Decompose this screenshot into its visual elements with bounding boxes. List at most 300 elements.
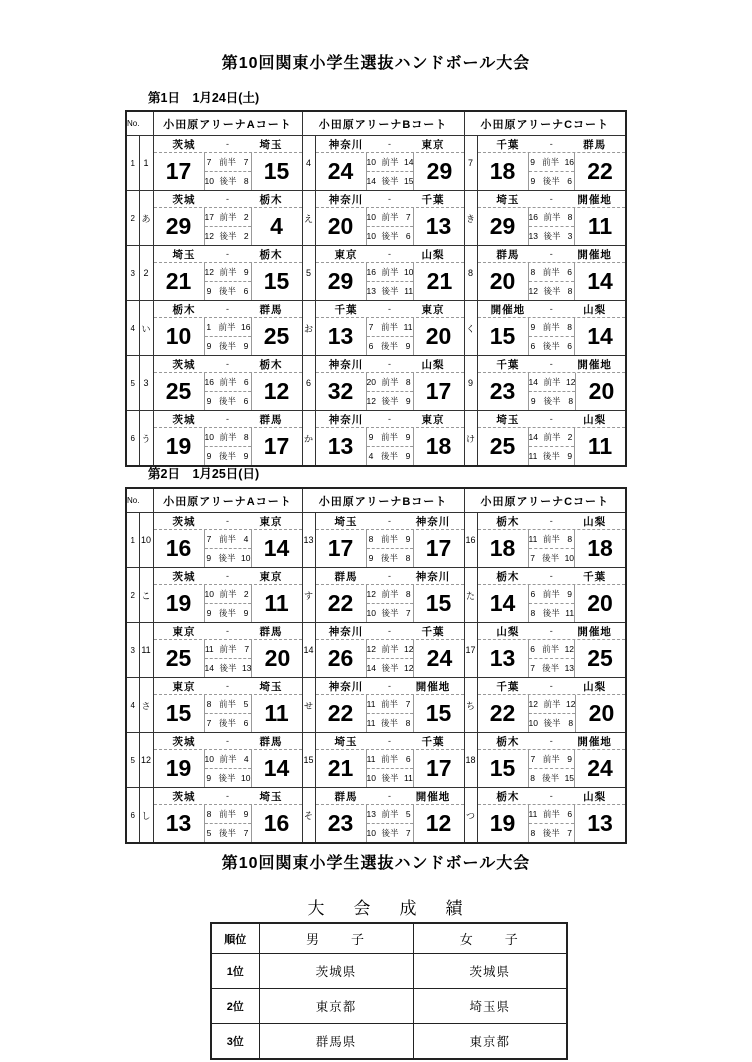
match-id: け [464, 411, 477, 467]
match-id: 14 [302, 623, 315, 678]
match-body [316, 750, 464, 787]
half-score-right: 12 [403, 643, 414, 654]
half-label: 後半 [542, 827, 560, 838]
half-label: 後半 [542, 175, 560, 186]
team2-score: 17 [425, 378, 452, 404]
match-teams [154, 513, 302, 530]
team2-name: 群馬 [259, 625, 283, 638]
team2-score: 11 [264, 700, 289, 726]
half-label: 後半 [219, 230, 237, 241]
half-score-right: 9 [405, 431, 411, 442]
half1-row [529, 373, 576, 392]
team1-score: 18 [489, 158, 516, 184]
vs-dash: - [388, 359, 392, 369]
vs-dash: - [388, 736, 392, 746]
half-score-left: 14 [528, 431, 538, 442]
half-label: 後半 [381, 230, 399, 241]
half-score-left: 10 [366, 211, 376, 222]
half-score-right: 2 [243, 588, 249, 599]
half-label: 後半 [381, 827, 399, 838]
half-score-right: 8 [567, 211, 573, 222]
half-score-right: 8 [405, 717, 411, 728]
match-body [154, 750, 302, 787]
team1-name: 山梨 [496, 625, 520, 638]
half-score-left: 17 [204, 211, 214, 222]
match-id: さ [139, 678, 153, 733]
team2-score: 20 [425, 323, 452, 349]
half1-row [367, 640, 414, 659]
half1-row [205, 695, 251, 714]
half-label: 後半 [219, 175, 237, 186]
day1-date-label: 第1日 1月24日(土) [148, 91, 260, 105]
half-score-right: 7 [243, 156, 249, 167]
match-row [126, 733, 626, 788]
match-body [478, 640, 626, 677]
match [316, 301, 464, 355]
vs-dash: - [549, 571, 553, 581]
match-cell [153, 568, 302, 623]
half-label: 前半 [219, 533, 237, 544]
half-score-left: 10 [366, 156, 376, 167]
match-id: か [302, 411, 315, 467]
team2-name: 群馬 [259, 413, 283, 426]
half2-row [529, 659, 575, 678]
match-body [316, 640, 464, 677]
match-id: せ [302, 678, 315, 733]
team1-score: 19 [165, 755, 192, 781]
team1-name: 栃木 [496, 570, 520, 583]
match [478, 246, 626, 300]
half-score-right: 9 [405, 340, 411, 351]
match-cell [477, 788, 626, 844]
half-score-right: 11 [565, 607, 575, 618]
team2-score: 12 [263, 378, 290, 404]
team1-name: 埼玉 [334, 735, 358, 748]
team1-score: 20 [327, 213, 354, 239]
match-teams [316, 623, 464, 640]
boys-third-place: 群馬県 [259, 1024, 413, 1060]
vs-dash: - [226, 304, 230, 314]
match-id: つ [464, 788, 477, 844]
team1-name: 東京 [334, 248, 358, 261]
half-score-right: 8 [567, 533, 573, 544]
vs-dash: - [388, 571, 392, 581]
half2-row [529, 172, 575, 191]
team1-score: 23 [327, 810, 354, 836]
match-id: ち [464, 678, 477, 733]
team1-name: 栃木 [496, 735, 520, 748]
half-score-left: 9 [206, 607, 212, 618]
half-score-left: 8 [530, 772, 535, 783]
match-cell [153, 136, 302, 191]
vs-dash: - [388, 249, 392, 259]
team1-name: 千葉 [496, 138, 520, 151]
half-label: 前半 [543, 698, 561, 709]
team2-name: 山梨 [583, 303, 607, 316]
team1-name: 茨城 [172, 358, 196, 371]
half-label: 後半 [543, 230, 561, 241]
half-score-left: 8 [206, 698, 212, 709]
half-score-right: 11 [403, 321, 413, 332]
match-teams [154, 623, 302, 640]
half-score-right: 9 [243, 450, 249, 461]
half-scores [366, 585, 414, 622]
half-label: 後半 [543, 395, 561, 406]
match-id: 15 [302, 733, 315, 788]
team1-score: 13 [327, 433, 354, 459]
day2-results-table [125, 487, 627, 844]
half-score-left: 12 [528, 285, 538, 296]
vs-dash: - [226, 626, 230, 636]
half-score-left: 13 [366, 285, 376, 296]
court-a-header: 小田原アリーナAコート [153, 488, 302, 513]
half-label: 前半 [219, 808, 237, 819]
half-scores [366, 750, 414, 787]
team2-score: 25 [587, 645, 613, 671]
half-score-left: 9 [530, 395, 536, 406]
half-score-right: 12 [564, 643, 575, 654]
team2-score: 11 [587, 433, 613, 459]
match-cell [315, 788, 464, 844]
vs-dash: - [388, 194, 392, 204]
team2-name: 埼玉 [259, 138, 283, 151]
half-score-left: 13 [528, 230, 538, 241]
match-id: う [139, 411, 153, 467]
team2-score: 20 [588, 700, 615, 726]
half1-row [367, 750, 413, 769]
half-scores [204, 208, 252, 245]
half-score-right: 7 [243, 827, 249, 838]
team1-score: 22 [327, 700, 354, 726]
team1-score: 13 [489, 645, 516, 671]
match-body [154, 153, 302, 190]
half-score-left: 7 [530, 753, 536, 764]
half-scores [528, 750, 576, 787]
match-teams [154, 788, 302, 805]
half2-row [205, 282, 251, 301]
team1-name: 神奈川 [328, 680, 364, 693]
half-score-right: 9 [405, 533, 411, 544]
team1-score: 13 [327, 323, 354, 349]
half2-row [367, 824, 413, 843]
half-score-left: 11 [528, 533, 538, 544]
half2-row [205, 769, 251, 788]
match-cell [477, 356, 626, 411]
rank-label: 2位 [211, 989, 259, 1024]
results-row-3 [211, 1024, 567, 1060]
team2-name: 神奈川 [415, 570, 451, 583]
match-row [126, 246, 626, 301]
team2-score: 13 [425, 213, 452, 239]
half-score-right: 6 [405, 230, 411, 241]
half-label: 後半 [219, 450, 237, 461]
team1-name: 神奈川 [328, 138, 364, 151]
team2-name: 山梨 [583, 790, 607, 803]
girls-runner-up: 埼玉県 [413, 989, 567, 1024]
match-teams [478, 623, 626, 640]
day1-results-table [125, 110, 627, 467]
half-score-left: 9 [206, 552, 212, 563]
half-scores [204, 263, 252, 300]
match-id: 1 [139, 136, 153, 191]
match-body [316, 695, 464, 732]
row-number: 4 [126, 301, 139, 356]
match-teams [478, 191, 626, 208]
no-column-header: No. [126, 488, 153, 513]
match-body [154, 373, 302, 410]
match-teams [316, 301, 464, 318]
team2-name: 千葉 [421, 193, 445, 206]
half-label: 後半 [542, 340, 560, 351]
half-label: 後半 [381, 340, 399, 351]
row-number: 2 [126, 191, 139, 246]
vs-dash: - [549, 194, 553, 204]
team2-name: 群馬 [259, 735, 283, 748]
team2-name: 千葉 [421, 625, 445, 638]
team1-name: 埼玉 [172, 248, 196, 261]
half1-row [205, 640, 252, 659]
half-scores [366, 263, 415, 300]
match-id: 5 [302, 246, 315, 301]
team1-name: 栃木 [496, 515, 520, 528]
half-score-right: 12 [566, 698, 576, 709]
half-scores [366, 695, 414, 732]
tournament-results-title: 大 会 成 績 [307, 899, 469, 918]
team1-name: 東京 [172, 680, 196, 693]
match-id: す [302, 568, 315, 623]
match-row [126, 301, 626, 356]
match [154, 411, 302, 465]
match-cell [315, 733, 464, 788]
half-score-right: 16 [241, 321, 251, 332]
vs-dash: - [226, 791, 230, 801]
half2-row [205, 337, 251, 356]
match-cell [153, 246, 302, 301]
half2-row [205, 659, 252, 678]
match-id: た [464, 568, 477, 623]
vs-dash: - [388, 681, 392, 691]
half-score-right: 6 [567, 808, 573, 819]
half-score-left: 7 [530, 552, 535, 563]
half-label: 前半 [543, 431, 561, 442]
half-score-left: 9 [206, 772, 212, 783]
half-score-left: 6 [530, 588, 536, 599]
team2-name: 群馬 [259, 303, 283, 316]
team2-score: 29 [426, 158, 453, 184]
match [316, 623, 464, 677]
match [316, 568, 464, 622]
half-label: 前半 [381, 533, 399, 544]
match-cell [477, 513, 626, 568]
half-score-left: 12 [366, 588, 376, 599]
team1-name: 茨城 [172, 413, 196, 426]
team2-score: 11 [587, 213, 613, 239]
half-score-left: 9 [206, 285, 212, 296]
results-row-2 [211, 989, 567, 1024]
team1-name: 埼玉 [496, 413, 520, 426]
match-body [478, 585, 626, 622]
half1-row [205, 373, 251, 392]
match-teams [316, 246, 464, 263]
match-teams [154, 301, 302, 318]
match-body [478, 805, 626, 842]
half-label: 後半 [381, 285, 399, 296]
row-number: 1 [126, 136, 139, 191]
team2-score: 14 [263, 755, 290, 781]
row-number: 5 [126, 733, 139, 788]
team2-score: 15 [263, 158, 290, 184]
vs-dash: - [549, 139, 553, 149]
team2-name: 山梨 [583, 413, 607, 426]
row-number: 3 [126, 246, 139, 301]
team2-name: 開催地 [577, 735, 612, 748]
team2-score: 14 [587, 323, 613, 349]
half1-row [529, 805, 575, 824]
team2-score: 12 [425, 810, 452, 836]
half2-row [529, 337, 575, 356]
half-score-left: 8 [530, 607, 536, 618]
half-label: 前半 [381, 376, 399, 387]
half-score-left: 8 [368, 533, 374, 544]
half-label: 前半 [542, 753, 560, 764]
half-scores [366, 805, 414, 842]
match [316, 246, 464, 300]
match-body [316, 805, 464, 842]
half-score-left: 14 [204, 662, 214, 673]
team2-score: 14 [587, 268, 613, 294]
half-score-left: 9 [530, 156, 535, 167]
match [478, 678, 626, 732]
half-score-right: 4 [243, 753, 249, 764]
half-label: 前半 [219, 266, 237, 277]
girls-third-place: 東京都 [413, 1024, 567, 1060]
match [154, 246, 302, 300]
half-label: 後半 [542, 450, 560, 461]
team2-name: 東京 [259, 515, 283, 528]
half-score-right: 11 [403, 772, 413, 783]
half-label: 前半 [219, 753, 237, 764]
match-teams [154, 356, 302, 373]
team2-name: 神奈川 [415, 515, 451, 528]
half-score-left: 7 [206, 156, 212, 167]
half-scores [366, 373, 414, 410]
team2-name: 千葉 [583, 570, 607, 583]
half-label: 後半 [381, 395, 399, 406]
match [316, 191, 464, 245]
match-body [316, 153, 464, 190]
match-body [154, 695, 302, 732]
half-score-right: 8 [405, 376, 411, 387]
half-label: 後半 [381, 450, 399, 461]
half-label: 前半 [542, 266, 560, 277]
half-label: 前半 [218, 321, 236, 332]
half-label: 後半 [219, 340, 237, 351]
team1-name: 神奈川 [328, 358, 364, 371]
match-teams [478, 356, 626, 373]
half-scores [366, 428, 414, 465]
team2-score: 24 [587, 755, 613, 781]
match-cell [315, 246, 464, 301]
team2-score: 20 [588, 378, 615, 404]
half-label: 後半 [542, 552, 560, 563]
half-label: 前半 [381, 808, 399, 819]
match-teams [478, 513, 626, 530]
match [478, 301, 626, 355]
half1-row [205, 263, 251, 282]
half-label: 後半 [219, 285, 237, 296]
half2-row [205, 714, 251, 733]
half2-row [529, 227, 575, 246]
day2-header-row [126, 488, 626, 513]
half2-row [367, 604, 413, 623]
team2-name: 東京 [421, 303, 445, 316]
team2-name: 東京 [421, 413, 445, 426]
half1-row [529, 750, 575, 769]
half-scores [366, 153, 415, 190]
half-score-left: 11 [366, 717, 376, 728]
half2-row [205, 392, 251, 411]
page-title-bottom: 第10回関東小学生選抜ハンドボール大会 [221, 855, 531, 872]
half-score-left: 10 [204, 431, 214, 442]
half-score-left: 10 [366, 607, 376, 618]
half-score-right: 7 [567, 827, 573, 838]
match-body [478, 208, 626, 245]
team2-score: 14 [263, 535, 290, 561]
match-id: 11 [139, 623, 153, 678]
half-score-right: 2 [243, 230, 249, 241]
team2-score: 4 [270, 213, 283, 239]
half-scores [204, 373, 252, 410]
match-cell [315, 191, 464, 246]
half-score-left: 10 [366, 772, 376, 783]
half-label: 前半 [381, 266, 399, 277]
match [154, 733, 302, 787]
team1-name: 千葉 [334, 303, 358, 316]
half-score-left: 7 [206, 533, 212, 544]
team2-score: 15 [425, 590, 452, 616]
half-score-right: 8 [567, 285, 573, 296]
half1-row [205, 153, 251, 172]
half-scores [528, 318, 576, 355]
match-teams [154, 568, 302, 585]
match-id: 17 [464, 623, 477, 678]
half-label: 後半 [218, 772, 236, 783]
half-label: 後半 [381, 552, 399, 563]
match-teams [478, 246, 626, 263]
half-score-left: 10 [204, 753, 214, 764]
match-teams [154, 678, 302, 695]
half-score-right: 2 [567, 431, 573, 442]
match-teams [316, 136, 464, 153]
half-score-right: 9 [567, 753, 573, 764]
half-score-left: 14 [366, 175, 376, 186]
vs-dash: - [549, 414, 553, 424]
match [154, 678, 302, 732]
team1-score: 29 [327, 268, 354, 294]
team1-score: 24 [327, 158, 354, 184]
team1-score: 21 [327, 755, 354, 781]
match-id: 9 [464, 356, 477, 411]
match-body [478, 695, 626, 732]
boys-winner: 茨城県 [259, 954, 413, 989]
team1-name: 千葉 [496, 358, 520, 371]
vs-dash: - [226, 736, 230, 746]
match-body [478, 530, 626, 567]
girls-column-header: 女 子 [413, 923, 567, 954]
half-score-left: 12 [366, 643, 376, 654]
girls-winner: 茨城県 [413, 954, 567, 989]
match-teams [316, 191, 464, 208]
